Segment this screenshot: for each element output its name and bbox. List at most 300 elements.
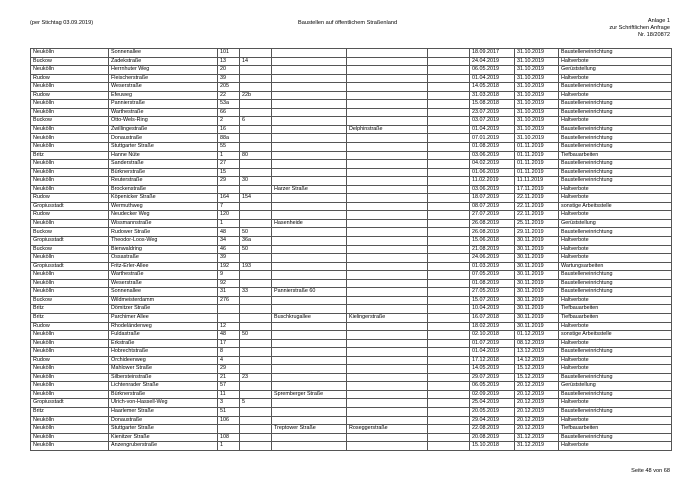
cell-work-type: Wartungsarbeiten	[559, 262, 672, 271]
cell-house-from: 12	[218, 322, 240, 331]
cell-street: Warthestraße	[109, 108, 218, 117]
cell-cross-street-to	[347, 202, 428, 211]
cell-street: Bürknerstraße	[109, 168, 218, 177]
cell-start-date: 15.06.2018	[470, 237, 515, 246]
cell-start-date: 02.10.2018	[470, 331, 515, 340]
cell-cross-street-from	[272, 271, 347, 280]
cell-house-to	[240, 348, 272, 357]
cell-end-date: 30.11.2019	[515, 262, 559, 271]
cell-cross-street-from	[272, 125, 347, 134]
cell-cross-street-to	[347, 160, 428, 169]
cell-house-to	[240, 433, 272, 442]
cell-work-type: Baustelleneinrichtung	[559, 143, 672, 152]
cell-extra	[428, 279, 470, 288]
cell-house-from: 17	[218, 339, 240, 348]
cell-house-from: 92	[218, 279, 240, 288]
cell-house-to	[240, 185, 272, 194]
cell-house-from: 48	[218, 228, 240, 237]
table-row	[31, 168, 672, 177]
cell-street: Wermuthweg	[109, 202, 218, 211]
cell-extra	[428, 91, 470, 100]
cell-street: Bürknerstraße	[109, 390, 218, 399]
cell-end-date: 01.12.2019	[515, 331, 559, 340]
cell-cross-street-to	[347, 49, 428, 58]
cell-start-date: 07.05.2019	[470, 271, 515, 280]
cell-cross-street-to	[347, 117, 428, 126]
cell-street: Anzengruberstraße	[109, 442, 218, 451]
cell-cross-street-from	[272, 305, 347, 314]
cell-district: Rudow	[31, 211, 109, 220]
cell-work-type: sonstige Arbeitsstelle	[559, 202, 672, 211]
cell-house-to	[240, 425, 272, 434]
cell-house-from: 51	[218, 407, 240, 416]
cell-house-from: 27	[218, 160, 240, 169]
cell-house-to: 36a	[240, 237, 272, 246]
cell-house-from: 11	[218, 390, 240, 399]
cell-work-type: Baustelleneinrichtung	[559, 83, 672, 92]
cell-end-date: 01.11.2019	[515, 160, 559, 169]
cell-end-date: 30.11.2019	[515, 254, 559, 263]
cell-start-date: 01.03.2019	[470, 262, 515, 271]
cell-end-date: 20.12.2019	[515, 416, 559, 425]
cell-district: Neukölln	[31, 365, 109, 374]
table-row	[31, 143, 672, 152]
cell-end-date: 14.12.2019	[515, 356, 559, 365]
cell-work-type: Haltverbote	[559, 211, 672, 220]
cell-work-type: Haltverbote	[559, 339, 672, 348]
cell-work-type: Haltverbote	[559, 442, 672, 451]
cell-work-type: Baustelleneinrichtung	[559, 279, 672, 288]
table-row	[31, 296, 672, 305]
cell-end-date: 01.11.2019	[515, 151, 559, 160]
cell-house-to	[240, 416, 272, 425]
cell-extra	[428, 83, 470, 92]
cell-extra	[428, 125, 470, 134]
cell-cross-street-from: Treptower Straße	[272, 425, 347, 434]
cell-extra	[428, 219, 470, 228]
cell-cross-street-to	[347, 382, 428, 391]
cell-work-type: Baustelleneinrichtung	[559, 288, 672, 297]
cell-house-to: 193	[240, 262, 272, 271]
cell-district: Rudow	[31, 356, 109, 365]
cell-end-date: 25.11.2019	[515, 219, 559, 228]
cell-house-from: 120	[218, 211, 240, 220]
cell-street: Haarlemer Straße	[109, 407, 218, 416]
cell-house-to	[240, 219, 272, 228]
table-row	[31, 262, 672, 271]
cell-extra	[428, 237, 470, 246]
cell-cross-street-to	[347, 211, 428, 220]
cell-house-to: 30	[240, 177, 272, 186]
cell-cross-street-to	[347, 237, 428, 246]
cell-house-to	[240, 390, 272, 399]
cell-house-to: 50	[240, 331, 272, 340]
table-row	[31, 83, 672, 92]
cell-street: Donaustraße	[109, 134, 218, 143]
cell-cross-street-from	[272, 202, 347, 211]
cell-cross-street-from	[272, 442, 347, 451]
cell-house-to	[240, 211, 272, 220]
cell-cross-street-from	[272, 83, 347, 92]
cell-house-from	[218, 305, 240, 314]
cell-cross-street-from	[272, 262, 347, 271]
cell-street: Efeuweg	[109, 91, 218, 100]
table-row	[31, 339, 672, 348]
cell-start-date: 31.03.2018	[470, 91, 515, 100]
cell-district: Rudow	[31, 74, 109, 83]
cell-cross-street-to	[347, 416, 428, 425]
cell-work-type: Gerüststellung	[559, 219, 672, 228]
cell-extra	[428, 390, 470, 399]
cell-street: Theodor-Loos-Weg	[109, 237, 218, 246]
cell-cross-street-to	[347, 194, 428, 203]
cell-end-date: 30.11.2019	[515, 313, 559, 322]
cell-work-type: Baustelleneinrichtung	[559, 108, 672, 117]
cell-cross-street-to	[347, 399, 428, 408]
cell-end-date: 30.11.2019	[515, 237, 559, 246]
cell-work-type: Gerüststellung	[559, 66, 672, 75]
cell-house-to	[240, 134, 272, 143]
cell-end-date: 31.10.2019	[515, 100, 559, 109]
cell-work-type: Haltverbote	[559, 399, 672, 408]
construction-sites-table	[30, 48, 672, 451]
cell-work-type: Tiefbauarbeiten	[559, 305, 672, 314]
table-row	[31, 160, 672, 169]
cell-district: Gropiusstadt	[31, 202, 109, 211]
cell-cross-street-from	[272, 228, 347, 237]
cell-cross-street-to	[347, 91, 428, 100]
table-row	[31, 271, 672, 280]
cell-work-type: Baustelleneinrichtung	[559, 125, 672, 134]
cell-cross-street-to	[347, 177, 428, 186]
cell-start-date: 03.06.2019	[470, 185, 515, 194]
cell-cross-street-from	[272, 211, 347, 220]
cell-cross-street-from	[272, 194, 347, 203]
cell-district: Neukölln	[31, 177, 109, 186]
cell-cross-street-to	[347, 296, 428, 305]
cell-cross-street-to	[347, 219, 428, 228]
cell-cross-street-from	[272, 348, 347, 357]
table-row	[31, 108, 672, 117]
cell-start-date: 01.08.2019	[470, 279, 515, 288]
cell-cross-street-from	[272, 416, 347, 425]
cell-end-date: 20.12.2019	[515, 425, 559, 434]
cell-house-to	[240, 339, 272, 348]
cell-cross-street-from	[272, 177, 347, 186]
cell-house-to	[240, 143, 272, 152]
table-row	[31, 74, 672, 83]
cell-district: Britz	[31, 305, 109, 314]
cell-street: Erkstraße	[109, 339, 218, 348]
cell-house-to: 14	[240, 57, 272, 66]
cell-extra	[428, 288, 470, 297]
cell-house-from: 22	[218, 91, 240, 100]
table-row	[31, 365, 672, 374]
cell-district: Neukölln	[31, 288, 109, 297]
cell-cross-street-to	[347, 279, 428, 288]
cell-end-date: 31.10.2019	[515, 66, 559, 75]
cell-start-date: 20.05.2019	[470, 407, 515, 416]
cell-extra	[428, 262, 470, 271]
cell-start-date: 25.04.2019	[470, 399, 515, 408]
cell-street: Neudecker Weg	[109, 211, 218, 220]
cell-end-date: 30.11.2019	[515, 305, 559, 314]
cell-house-from: 29	[218, 365, 240, 374]
cell-cross-street-to	[347, 365, 428, 374]
cell-house-to: 33	[240, 288, 272, 297]
cell-cross-street-to	[347, 228, 428, 237]
cell-start-date: 20.08.2019	[470, 433, 515, 442]
cell-house-to	[240, 108, 272, 117]
table-row	[31, 219, 672, 228]
cell-house-from: 3	[218, 399, 240, 408]
cell-extra	[428, 211, 470, 220]
table-row	[31, 245, 672, 254]
cell-house-from: 88a	[218, 134, 240, 143]
cell-street: Pannierstraße	[109, 100, 218, 109]
cell-cross-street-to	[347, 390, 428, 399]
cell-street: Donaustraße	[109, 416, 218, 425]
cell-extra	[428, 160, 470, 169]
cell-district: Neukölln	[31, 279, 109, 288]
cell-extra	[428, 143, 470, 152]
table-row	[31, 399, 672, 408]
cell-house-from: 106	[218, 416, 240, 425]
cell-district: Neukölln	[31, 373, 109, 382]
cell-house-from: 4	[218, 356, 240, 365]
cell-cross-street-to	[347, 108, 428, 117]
cell-work-type: Baustelleneinrichtung	[559, 134, 672, 143]
table-row	[31, 194, 672, 203]
cell-work-type: Haltverbote	[559, 254, 672, 263]
cell-work-type: Baustelleneinrichtung	[559, 49, 672, 58]
attachment-reference	[609, 18, 670, 39]
cell-district: Neukölln	[31, 442, 109, 451]
cell-work-type: Haltverbote	[559, 237, 672, 246]
cell-work-type: Haltverbote	[559, 322, 672, 331]
cell-house-to	[240, 305, 272, 314]
cell-start-date: 02.09.2019	[470, 390, 515, 399]
cell-start-date: 29.04.2019	[470, 416, 515, 425]
cell-house-from: 57	[218, 382, 240, 391]
cell-district: Buckow	[31, 117, 109, 126]
cell-work-type: Baustelleneinrichtung	[559, 228, 672, 237]
cell-start-date: 26.08.2019	[470, 219, 515, 228]
cell-start-date: 01.04.2019	[470, 74, 515, 83]
cell-extra	[428, 442, 470, 451]
cell-district: Neukölln	[31, 219, 109, 228]
cell-cross-street-to	[347, 322, 428, 331]
cell-cross-street-from	[272, 49, 347, 58]
cell-house-to: 80	[240, 151, 272, 160]
cell-cross-street-to	[347, 151, 428, 160]
attachment-label: Anlage 1	[647, 18, 670, 24]
cell-district: Neukölln	[31, 143, 109, 152]
table-row	[31, 425, 672, 434]
cell-cross-street-from	[272, 296, 347, 305]
cell-work-type: Tiefbauarbeiten	[559, 425, 672, 434]
cell-cross-street-from	[272, 91, 347, 100]
table-row	[31, 382, 672, 391]
cell-end-date: 31.12.2019	[515, 442, 559, 451]
cell-district: Gropiusstadt	[31, 262, 109, 271]
cell-work-type: Haltverbote	[559, 245, 672, 254]
cell-district: Rudow	[31, 194, 109, 203]
cell-work-type: Gerüststellung	[559, 382, 672, 391]
cell-end-date: 20.12.2019	[515, 399, 559, 408]
table-row	[31, 442, 672, 451]
cell-street: Stuttgarter Straße	[109, 425, 218, 434]
cell-work-type: sonstige Arbeitsstelle	[559, 331, 672, 340]
cell-start-date: 04.02.2019	[470, 160, 515, 169]
cell-end-date: 30.11.2019	[515, 245, 559, 254]
cell-start-date: 24.06.2019	[470, 254, 515, 263]
cell-cross-street-to	[347, 134, 428, 143]
cell-start-date: 23.07.2019	[470, 108, 515, 117]
cell-end-date: 31.12.2019	[515, 433, 559, 442]
cell-cross-street-to	[347, 74, 428, 83]
cell-street: Fleischerstraße	[109, 74, 218, 83]
cell-cross-street-to	[347, 331, 428, 340]
cell-street: Warthestraße	[109, 271, 218, 280]
cell-end-date: 20.12.2019	[515, 390, 559, 399]
cell-district: Neukölln	[31, 108, 109, 117]
table-row	[31, 305, 672, 314]
inquiry-number: Nr. 18/20872	[637, 32, 670, 38]
cell-cross-street-from: Buschkrugallee	[272, 313, 347, 322]
cell-end-date: 31.10.2019	[515, 134, 559, 143]
cell-cross-street-to	[347, 288, 428, 297]
inquiry-label: zur Schriftlichen Anfrage	[609, 25, 670, 31]
cell-extra	[428, 177, 470, 186]
cell-cross-street-from	[272, 399, 347, 408]
cell-district: Buckow	[31, 296, 109, 305]
cell-house-from: 31	[218, 288, 240, 297]
cell-street: Orchideenweg	[109, 356, 218, 365]
cell-house-from: 8	[218, 348, 240, 357]
cell-end-date: 01.11.2019	[515, 143, 559, 152]
cell-cross-street-from	[272, 74, 347, 83]
table-row	[31, 100, 672, 109]
cell-house-from: 66	[218, 108, 240, 117]
cell-district: Neukölln	[31, 168, 109, 177]
cell-cross-street-from	[272, 407, 347, 416]
cell-street: Weserstraße	[109, 83, 218, 92]
cell-start-date: 10.04.2019	[470, 305, 515, 314]
cell-extra	[428, 185, 470, 194]
table-row	[31, 66, 672, 75]
cell-house-to	[240, 66, 272, 75]
table-row	[31, 91, 672, 100]
cell-house-to	[240, 74, 272, 83]
cell-end-date: 31.10.2019	[515, 83, 559, 92]
cell-end-date: 31.10.2019	[515, 108, 559, 117]
cell-start-date: 01.04.2019	[470, 125, 515, 134]
cell-start-date: 22.08.2019	[470, 425, 515, 434]
cell-district: Neukölln	[31, 348, 109, 357]
cell-cross-street-from	[272, 117, 347, 126]
cell-work-type: Haltverbote	[559, 91, 672, 100]
cell-cross-street-from: Hasenheide	[272, 219, 347, 228]
table-row	[31, 125, 672, 134]
cell-extra	[428, 108, 470, 117]
cell-extra	[428, 356, 470, 365]
cell-house-from: 20	[218, 66, 240, 75]
cell-street: Lichtenrader Straße	[109, 382, 218, 391]
table-row	[31, 373, 672, 382]
cell-extra	[428, 271, 470, 280]
cell-start-date: 17.12.2018	[470, 356, 515, 365]
cell-district: Neukölln	[31, 125, 109, 134]
cell-district: Gropiusstadt	[31, 399, 109, 408]
cell-cross-street-from	[272, 373, 347, 382]
cell-start-date: 14.05.2019	[470, 365, 515, 374]
cell-street: Wildmeisterdamm	[109, 296, 218, 305]
cell-extra	[428, 66, 470, 75]
cell-work-type: Haltverbote	[559, 416, 672, 425]
cell-cross-street-from	[272, 100, 347, 109]
cell-street: Fuldastraße	[109, 331, 218, 340]
cell-work-type: Baustelleneinrichtung	[559, 100, 672, 109]
cell-house-from: 53a	[218, 100, 240, 109]
cell-cross-street-to	[347, 305, 428, 314]
cell-work-type: Baustelleneinrichtung	[559, 177, 672, 186]
cell-cross-street-to	[347, 271, 428, 280]
cell-end-date: 11.11.2019	[515, 177, 559, 186]
cell-cross-street-to	[347, 348, 428, 357]
cell-end-date: 01.11.2019	[515, 168, 559, 177]
cell-district: Neukölln	[31, 100, 109, 109]
cell-start-date: 11.02.2019	[470, 177, 515, 186]
cell-district: Neukölln	[31, 433, 109, 442]
cell-start-date: 21.08.2019	[470, 245, 515, 254]
table-row	[31, 390, 672, 399]
cell-extra	[428, 194, 470, 203]
cell-street: Herrnhuter Weg	[109, 66, 218, 75]
cell-house-from: 34	[218, 237, 240, 246]
cell-house-from: 164	[218, 194, 240, 203]
cell-start-date: 18.02.2019	[470, 322, 515, 331]
cell-district: Buckow	[31, 245, 109, 254]
cell-house-to	[240, 49, 272, 58]
cell-house-from: 276	[218, 296, 240, 305]
cell-house-from	[218, 425, 240, 434]
cell-street: Fritz-Erler-Allee	[109, 262, 218, 271]
cell-house-to	[240, 407, 272, 416]
cell-start-date: 14.05.2018	[470, 83, 515, 92]
cell-extra	[428, 407, 470, 416]
cell-start-date: 01.07.2019	[470, 339, 515, 348]
cell-start-date: 27.07.2019	[470, 211, 515, 220]
cell-house-from: 39	[218, 254, 240, 263]
cell-house-to	[240, 365, 272, 374]
cell-district: Neukölln	[31, 254, 109, 263]
cell-street: Köpenicker Straße	[109, 194, 218, 203]
cell-cross-street-to	[347, 143, 428, 152]
cell-street: Hanne Nüte	[109, 151, 218, 160]
cell-house-to	[240, 442, 272, 451]
cell-district: Neukölln	[31, 66, 109, 75]
cell-work-type: Baustelleneinrichtung	[559, 160, 672, 169]
cell-district: Rudow	[31, 91, 109, 100]
cell-district: Gropiusstadt	[31, 237, 109, 246]
cell-cross-street-from	[272, 279, 347, 288]
table-row	[31, 151, 672, 160]
cell-extra	[428, 425, 470, 434]
cell-start-date: 18.09.2017	[470, 49, 515, 58]
cell-house-to: 50	[240, 228, 272, 237]
table-row	[31, 49, 672, 58]
